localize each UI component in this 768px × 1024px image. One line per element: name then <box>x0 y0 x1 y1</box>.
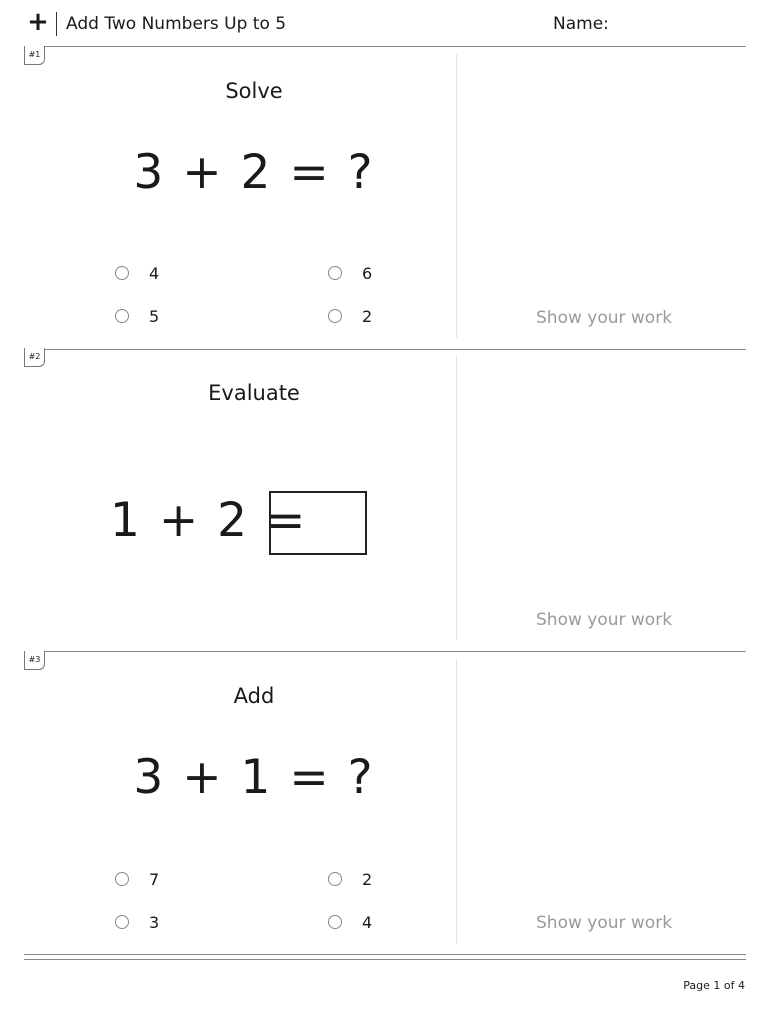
worksheet-header <box>24 0 746 47</box>
option-label: 2 <box>362 870 373 889</box>
option-label: 2 <box>362 307 373 326</box>
radio-icon[interactable] <box>328 872 342 886</box>
show-work-hint: Show your work <box>536 913 673 933</box>
problem-3 <box>24 651 746 955</box>
problem-number-tag: #2 <box>24 348 45 367</box>
math-expression: 3 + 1 = ? <box>133 750 375 805</box>
problem-instruction: Add <box>233 684 275 708</box>
problem-1 <box>24 46 746 350</box>
footer-divider <box>24 959 746 960</box>
page-number: Page 1 of 4 <box>683 979 745 992</box>
problem-instruction: Solve <box>225 79 283 103</box>
worksheet-title: Add Two Numbers Up to 5 <box>66 14 287 34</box>
radio-icon[interactable] <box>328 915 342 929</box>
radio-icon[interactable] <box>115 872 129 886</box>
header-divider <box>56 12 57 36</box>
answer-input-box[interactable] <box>269 491 367 555</box>
radio-icon[interactable] <box>328 309 342 323</box>
option-label: 4 <box>149 264 160 283</box>
show-work-hint: Show your work <box>536 610 673 630</box>
problem-number-tag: #3 <box>24 651 45 670</box>
math-expression: 1 + 2 = <box>110 493 308 548</box>
option-label: 4 <box>362 913 373 932</box>
option-label: 7 <box>149 870 160 889</box>
problem-number-tag: #1 <box>24 46 45 65</box>
option-label: 3 <box>149 913 160 932</box>
name-label: Name: <box>553 14 609 34</box>
plus-logo-icon: + <box>27 7 49 37</box>
problem-2 <box>24 348 746 652</box>
show-work-hint: Show your work <box>536 308 673 328</box>
problem-instruction: Evaluate <box>208 381 300 405</box>
option-label: 5 <box>149 307 160 326</box>
radio-icon[interactable] <box>115 309 129 323</box>
option-label: 6 <box>362 264 373 283</box>
radio-icon[interactable] <box>328 266 342 280</box>
radio-icon[interactable] <box>115 266 129 280</box>
math-expression: 3 + 2 = ? <box>133 145 375 200</box>
radio-icon[interactable] <box>115 915 129 929</box>
